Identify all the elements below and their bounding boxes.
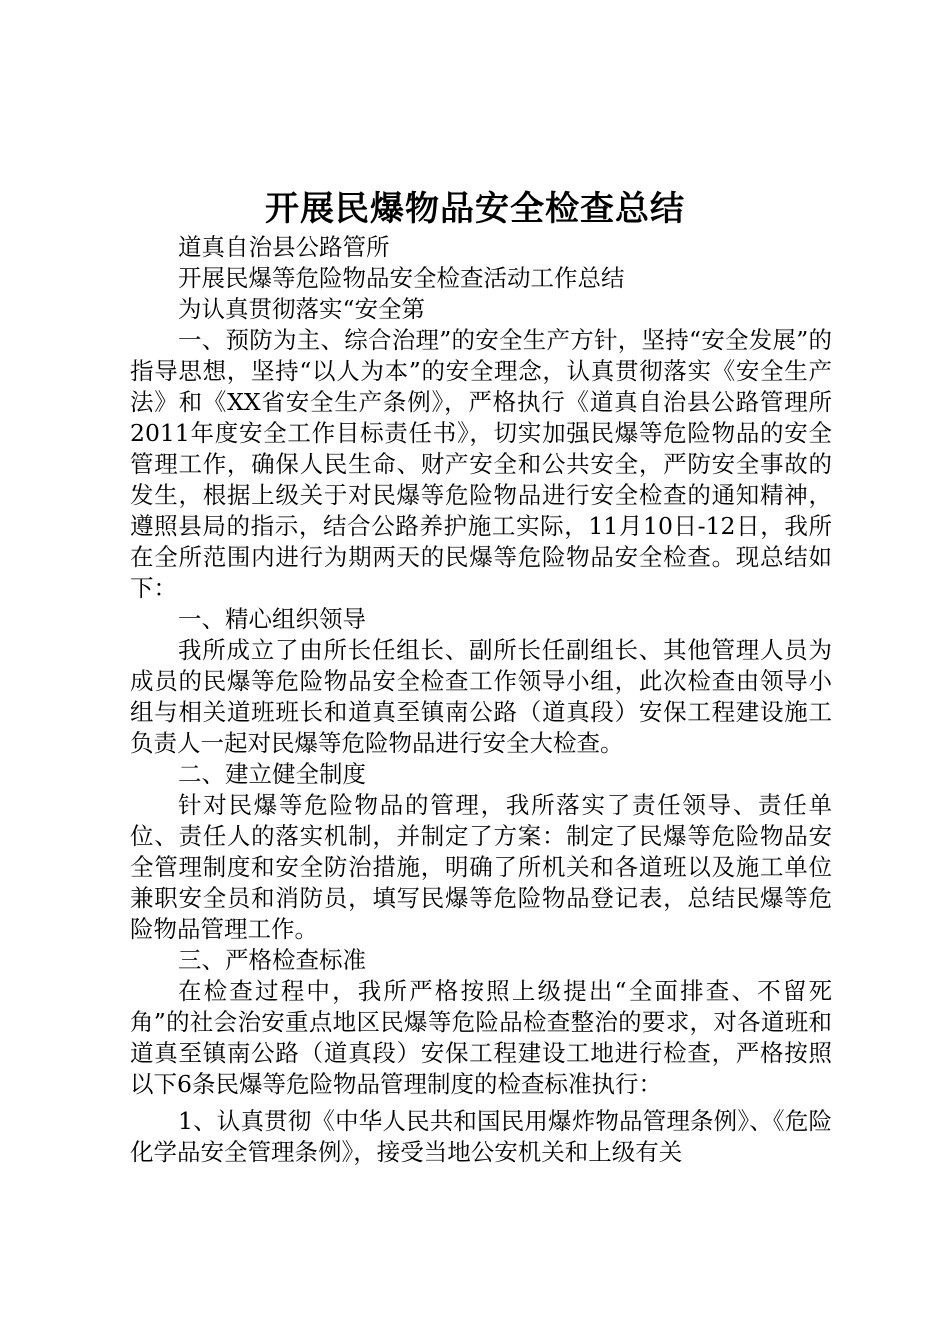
list-item-1: 1、认真贯彻《中华人民共和国民用爆炸物品管理条例》、《危险化学品安全管理条例》，接受当地公安机关和上级有关 <box>130 1107 832 1166</box>
paragraph-section-1: 我所成立了由所长任组长、副所长任副组长、其他管理人员为成员的民爆等危险物品安全检查工作领导小组，此次检查由领导小组与相关道班班长和道真至镇南公路（道真段）安保工程建设施工负责人一起对民爆等危险物品进行安全大检查。 <box>130 636 832 757</box>
section-heading-1: 一、精心组织领导 <box>178 605 366 633</box>
paragraph-intro: 一、预防为主、综合治理”的安全生产方针，坚持“安全发展”的指导思想，坚持“以人为本”的安全理念，认真贯彻落实《安全生产法》和《XX省安全生产条例》，严格执行《道真自治县公路管理所2011年度安全工作目标责任书》，切实加强民爆等危险物品的安全管理工作，确保人民生命、财产安全和公共安全，严防安全事故的发生，根据上级关于对民爆等危险物品进行安全检查的通知精神，遵照县局的指示，结合公路养护施工实际，11月10日-12日，我所在全所范围内进行为期两天的民爆等危险物品安全检查。现总结如下： <box>130 326 832 602</box>
document-body <box>130 232 832 1168</box>
paragraph-subtitle: 开展民爆等危险物品安全检查活动工作总结 <box>178 264 625 292</box>
paragraph-section-2: 针对民爆等危险物品的管理，我所落实了责任领导、责任单位、责任人的落实机制，并制定了方案：制定了民爆等危险物品安全管理制度和安全防治措施，明确了所机关和各道班以及施工单位兼职安全员和消防员，填写民爆等危险物品登记表，总结民爆等危险物品管理工作。 <box>130 791 832 943</box>
section-heading-3: 三、严格检查标准 <box>178 946 366 974</box>
document-title: 开展民爆物品安全检查总结 <box>265 189 685 229</box>
section-heading-2: 二、建立健全制度 <box>178 760 366 788</box>
paragraph-organization: 道真自治县公路管所 <box>178 233 390 261</box>
paragraph-section-3: 在检查过程中，我所严格按照上级提出“全面排查、不留死角”的社会治安重点地区民爆等危险品检查整治的要求，对各道班和道真至镇南公路（道真段）安保工程建设工地进行检查，严格按照以下6条民爆等危险物品管理制度的检查标准执行： <box>130 977 832 1098</box>
paragraph-intro-start: 为认真贯彻落实“安全第 <box>178 295 426 323</box>
